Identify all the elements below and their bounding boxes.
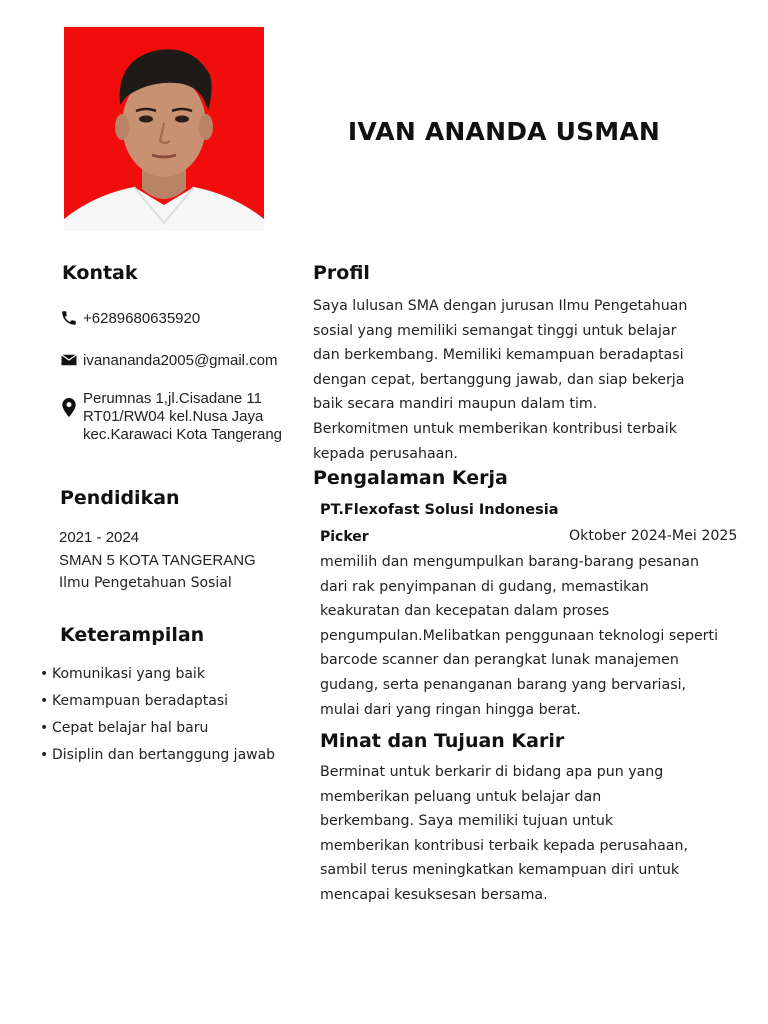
career-heading: Minat dan Tujuan Karir xyxy=(320,730,565,752)
profile-text: Saya lulusan SMA dengan jurusan Ilmu Pengetahuan sosial yang memiliki semangat tinggi untuk belajar dan berkembang. Memiliki kemampuan beradaptasi dengan cepat, bertanggung jawab, dan siap bekerja baik secara mandiri maupun dalam tim. Berkomitmen untuk memberikan kontribusi terbaik kepada perusahaan. xyxy=(313,298,688,462)
education-heading: Pendidikan xyxy=(60,487,180,509)
career-text: Berminat untuk berkarir di bidang apa pun yang memberikan peluang untuk belajar dan berkembang. Saya memiliki tujuan untuk memberikan kontribusi terbaik kepada perusahaan, sambil terus meningkatkan kemampuan diri untuk mencapai kesuksesan bersama. xyxy=(320,764,688,903)
profile-photo-portrait xyxy=(64,27,264,231)
experience-period: Oktober 2024-Mei 2025 xyxy=(569,528,738,544)
profile-photo xyxy=(64,27,264,231)
experience-description: memilih dan mengumpulkan barang-barang pesanan dari rak penyimpanan di gudang, memastikan keakuratan dan kecepatan dalam proses pengumpulan.Melibatkan penggunaan teknologi seperti barcode scanner dan perangkat lunak manajemen gudang, serta penanganan barang yang bervariasi, mulai dari yang ringan hingga berat. xyxy=(320,554,719,718)
education-years: 2021 - 2024 xyxy=(59,529,140,546)
skill-item: • Kemampuan beradaptasi xyxy=(40,693,229,709)
contact-phone-row xyxy=(60,308,200,328)
address-line: RT01/RW04 kel.Nusa Jaya xyxy=(83,408,264,425)
profile-heading: Profil xyxy=(313,262,370,284)
phone-icon xyxy=(60,309,78,327)
address-line: kec.Karawaci Kota Tangerang xyxy=(83,426,283,443)
experience-role: Picker xyxy=(320,529,369,545)
contact-email: ivanananda2005@gmail.com xyxy=(83,351,278,369)
contact-heading: Kontak xyxy=(62,262,138,284)
education-school: SMAN 5 KOTA TANGERANG xyxy=(59,552,256,569)
address-line: Perumnas 1,jl.Cisadane 11 xyxy=(83,390,262,407)
candidate-name: IVAN ANANDA USMAN xyxy=(347,117,661,146)
mail-icon xyxy=(60,351,78,369)
skills-heading: Keterampilan xyxy=(60,624,205,646)
location-pin-icon xyxy=(59,397,79,419)
skill-item: • Cepat belajar hal baru xyxy=(40,720,209,736)
education-major: Ilmu Pengetahuan Sosial xyxy=(59,575,232,591)
contact-email-row xyxy=(60,350,278,370)
skill-item: • Komunikasi yang baik xyxy=(40,666,205,682)
skills-list xyxy=(40,663,275,771)
experience-heading: Pengalaman Kerja xyxy=(313,467,508,489)
skill-item: • Disiplin dan bertanggung jawab xyxy=(40,747,276,763)
contact-phone: +6289680635920 xyxy=(83,309,201,327)
contact-address xyxy=(83,390,282,444)
experience-company: PT.Flexofast Solusi Indonesia xyxy=(320,502,559,518)
